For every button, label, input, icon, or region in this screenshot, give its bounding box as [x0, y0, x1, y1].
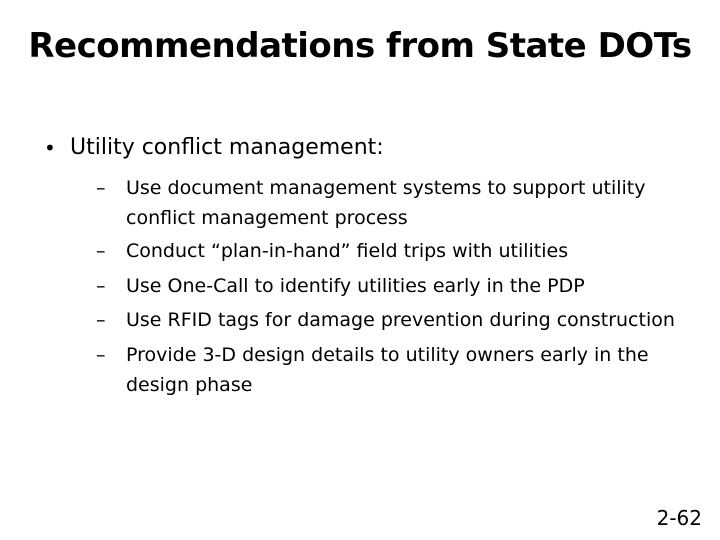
slide-content [44, 132, 694, 403]
sub-bullet-text: Conduct “plan-in-hand” field trips with utilities [126, 240, 569, 262]
bullet-utility-conflict-management [44, 132, 694, 164]
sub-bullet-text: Use One-Call to identify utilities early in the PDP [126, 274, 585, 297]
sub-bullet-item [96, 271, 696, 303]
dash-icon: – [96, 343, 106, 366]
sub-bullet-text: Provide 3-D design details to utility owners early in the design phase [126, 343, 649, 396]
slide-title: Recommendations from State DOTs [28, 26, 692, 66]
sub-bullet-list [96, 173, 696, 400]
dash-icon: – [96, 274, 106, 297]
dash-icon: – [96, 240, 106, 262]
sub-bullet-item [96, 236, 696, 268]
dash-icon: – [96, 309, 106, 331]
slide-page-number: 2-62 [656, 506, 702, 530]
dash-icon: – [96, 177, 106, 199]
sub-bullet-item [96, 173, 696, 233]
sub-bullet-item [96, 305, 696, 337]
bullet-text: Utility conflict management: [70, 135, 384, 160]
sub-bullet-text: Use document management systems to support utility conflict management process [126, 177, 646, 229]
sub-bullet-text: Use RFID tags for damage prevention during construction [126, 309, 675, 331]
bullet-dot-icon: • [44, 136, 56, 160]
sub-bullet-item [96, 340, 696, 400]
